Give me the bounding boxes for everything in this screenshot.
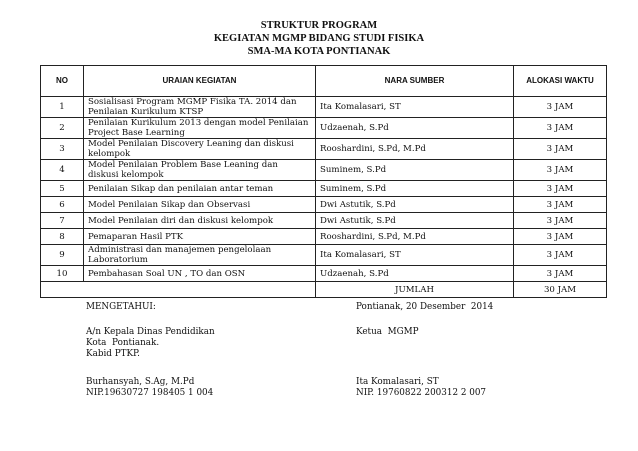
left-position-line-1: A/n Kepala Dinas Pendidikan	[86, 327, 215, 337]
cell-alokasi: 3 JAM	[514, 245, 607, 266]
cell-nara: Ita Komalasari, ST	[316, 245, 514, 266]
cell-nara: Udzaenah, S.Pd	[316, 118, 514, 139]
cell-no: 7	[41, 213, 84, 229]
table-row	[41, 181, 607, 197]
cell-alokasi: 3 JAM	[514, 160, 607, 181]
cell-no: 1	[41, 97, 84, 118]
cell-nara: Suminem, S.Pd	[316, 181, 514, 197]
table-row	[41, 118, 607, 139]
header-nara-sumber: NARA SUMBER	[316, 66, 514, 97]
cell-uraian: Sosialisasi Program MGMP Fisika TA. 2014 dan Penilaian Kurikulum KTSP	[84, 97, 316, 118]
cell-nara: Udzaenah, S.Pd	[316, 266, 514, 282]
cell-uraian: Penilaian Sikap dan penilaian antar teman	[84, 181, 316, 197]
cell-no: 3	[41, 139, 84, 160]
cell-uraian: Model Penilaian Sikap dan Observasi	[84, 197, 316, 213]
total-blank-cell	[41, 282, 316, 298]
cell-uraian: Administrasi dan manajemen pengelolaan Laboratorium	[84, 245, 316, 266]
left-position-line-3: Kabid PTKP.	[86, 349, 140, 359]
cell-alokasi: 3 JAM	[514, 118, 607, 139]
cell-alokasi: 3 JAM	[514, 181, 607, 197]
cell-uraian: Pembahasan Soal UN , TO dan OSN	[84, 266, 316, 282]
mengetahui-label: MENGETAHUI:	[86, 302, 156, 312]
table-row	[41, 245, 607, 266]
cell-no: 6	[41, 197, 84, 213]
cell-alokasi: 3 JAM	[514, 213, 607, 229]
cell-no: 9	[41, 245, 84, 266]
header-uraian: URAIAN KEGIATAN	[84, 66, 316, 97]
total-label: JUMLAH	[316, 282, 514, 298]
right-signatory-name: Ita Komalasari, ST	[356, 377, 439, 387]
table-row	[41, 139, 607, 160]
cell-no: 4	[41, 160, 84, 181]
cell-uraian: Penilaian Kurikulum 2013 dengan model Penilaian Project Base Learning	[84, 118, 316, 139]
table-row	[41, 97, 607, 118]
place-date: Pontianak, 20 Desember 2014	[356, 302, 494, 312]
total-value: 30 JAM	[514, 282, 607, 298]
cell-alokasi: 3 JAM	[514, 97, 607, 118]
cell-nara: Ita Komalasari, ST	[316, 97, 514, 118]
table-row	[41, 229, 607, 245]
header-alokasi: ALOKASI WAKTU	[514, 66, 607, 97]
header-no: NO	[41, 66, 84, 97]
cell-nara: Rooshardini, S.Pd, M.Pd	[316, 139, 514, 160]
cell-uraian: Pemaparan Hasil PTK	[84, 229, 316, 245]
cell-no: 2	[41, 118, 84, 139]
left-signatory-name: Burhansyah, S.Ag, M.Pd	[86, 377, 195, 387]
cell-alokasi: 3 JAM	[514, 197, 607, 213]
cell-no: 8	[41, 229, 84, 245]
cell-uraian: Model Penilaian Discovery Leaning dan diskusi kelompok	[84, 139, 316, 160]
table-header-row	[41, 66, 607, 97]
cell-uraian: Model Penilaian diri dan diskusi kelompok	[84, 213, 316, 229]
cell-nara: Suminem, S.Pd	[316, 160, 514, 181]
cell-alokasi: 3 JAM	[514, 139, 607, 160]
title-line-3: SMA-MA KOTA PONTIANAK	[247, 46, 391, 57]
total-row	[41, 282, 607, 298]
table-row	[41, 266, 607, 282]
cell-no: 5	[41, 181, 84, 197]
left-position-line-2: Kota Pontianak.	[86, 338, 160, 348]
title-line-2: KEGIATAN MGMP BIDANG STUDI FISIKA	[213, 33, 425, 44]
cell-uraian: Model Penilaian Problem Base Leaning dan diskusi kelompok	[84, 160, 316, 181]
cell-no: 10	[41, 266, 84, 282]
cell-nara: Dwi Astutik, S.Pd	[316, 197, 514, 213]
left-signatory-nip: NIP.19630727 198405 1 004	[86, 388, 214, 398]
cell-nara: Rooshardini, S.Pd, M.Pd	[316, 229, 514, 245]
cell-alokasi: 3 JAM	[514, 229, 607, 245]
title-line-1: STRUKTUR PROGRAM	[260, 20, 378, 31]
right-signatory-nip: NIP. 19760822 200312 2 007	[356, 388, 487, 398]
cell-nara: Dwi Astutik, S.Pd	[316, 213, 514, 229]
table-row	[41, 160, 607, 181]
table-row	[41, 213, 607, 229]
program-table	[40, 65, 607, 298]
right-position: Ketua MGMP	[356, 327, 419, 337]
cell-alokasi: 3 JAM	[514, 266, 607, 282]
table-row	[41, 197, 607, 213]
